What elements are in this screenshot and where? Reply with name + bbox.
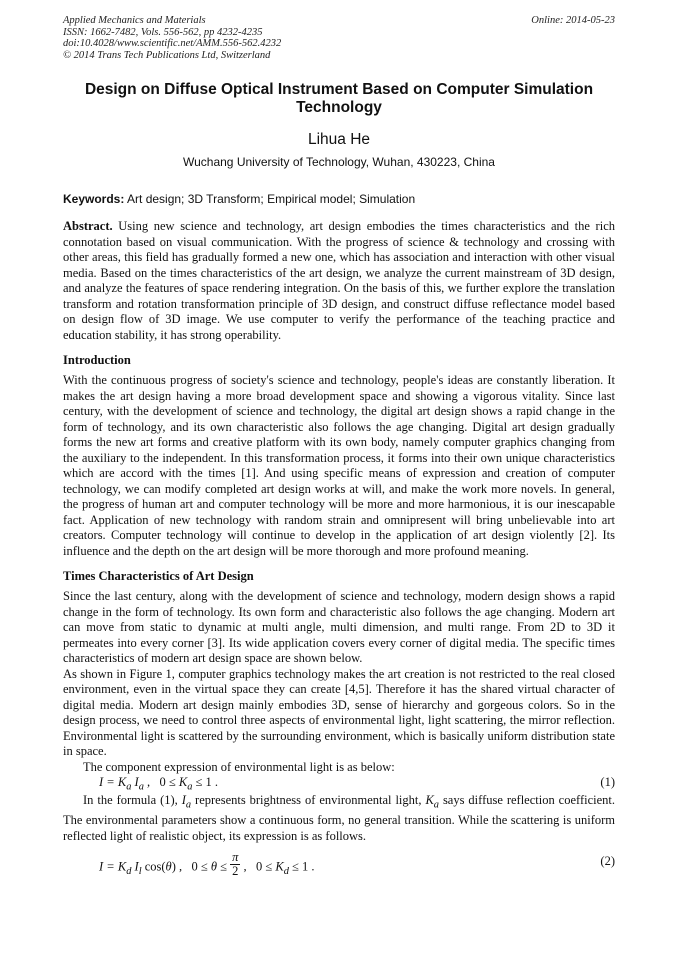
journal-name: Applied Mechanics and Materials [63,15,206,26]
equation-1-explanation: In the formula (1), $I_a$ represents brightness of environmental light, $K_a$ says diffuse reflection coefficient. The environmental parameters show a continuous form, no general transition. While the scattering is uniform reflected light of realistic object, its expression is as follows. [63,793,615,843]
copyright-line: © 2014 Trans Tech Publications Ltd, Switzerland [63,49,271,61]
journal-header [63,15,615,61]
keywords-text: Art design; 3D Transform; Empirical model; Simulation [127,192,416,206]
abstract-text: Using new science and technology, art design embodies the times characteristics and the rich connotation based on visual communication. With the progress of science & technology and crossing with other areas, this field has gradually formed a new one, which has association and interaction with other visual media. Based on the times characteristics of the art design, we analyze the current mainstream of 3D design, and analyze the features of space rendering integration. On the basis of this, we further explore the translation transform and rotation transformation principle of 3D design, and construct diffuse reflectance model based on design flow of 3D image. We use computer to verify the performance of the teaching practice and education stability, it has strong operability. [63,219,615,342]
keywords-label: Keywords: [63,192,125,206]
equation-2-formula: $I = K_d$ $I_l$ cos(θ) , 0 ≤ θ ≤ $\frac{\pi}{2}$ , $0 \le K_d \le 1$ . [99,850,315,878]
introduction-paragraph: With the continuous progress of society's science and technology, people's ideas are constantly liberation. It makes the art design having a more broad development space and showing a vigorous vitality. Since last century, with the development of science and technology, the digital art design shows a rapid change in the form of technology, and its own characteristic also follows the age changing. Digital art design gradually forms the new art forms and creative platform with its own body, namely computer graphics changing from the auxiliary to the independent. In this transformation process, it forms into their own unique characteristics which are accord with the times [1]. And using specific means of expression and creation of computer technology, we can modify completed art design works at will, and make the work more novels. In general, the progress of human art and computer technology will be more and more harmonious, it is our inescapable fact. Application of new technology with random strain and omnipresent will bring unbelievable into art creators. Computer technology will continue to develop in the application of art design violently [2]. Its influence and the depth on the art design will be more thorough and more profound meaning. [63,373,615,558]
section-heading-introduction: Introduction [63,353,131,367]
online-date: Online: 2014-05-23 [531,15,615,26]
section-heading-times-characteristics: Times Characteristics of Art Design [63,569,254,583]
equation-1-number: (1) [600,775,615,789]
paper-body [63,219,615,884]
author-affiliation: Wuchang University of Technology, Wuhan, 430223, China [183,155,495,169]
equation-1 [63,775,615,793]
times-paragraph-1: Since the last century, along with the development of science and technology, modern design shows a rapid change in the form of technology. Its own form and characteristic also follows the age changing. Modern art can move from static to dynamic at multi angle, multi dimension, and multi range. From 2D to 3D it permeates into every corner [3]. Its wide application covers every corner of digital media. The specific times characteristics of modern art design space are shown below. [63,589,615,665]
issn-line: ISSN: 1662-7482, Vols. 556-562, pp 4232-4235 [63,26,263,38]
equation-2 [63,844,615,884]
author-name: Lihua He [307,131,371,148]
equation-2-number: (2) [600,854,615,868]
pi-over-two-fraction: $\frac{\pi}{2}$ [232,850,239,878]
equation-1-formula: $I = K_a$ $I_a$ , $0 \le K_a \le 1$ . [99,775,219,793]
doi-line[interactable]: doi:10.4028/www.scientific.net/AMM.556-562.4232 [63,38,282,49]
keywords [63,192,615,206]
abstract-label: Abstract. [63,219,113,233]
equation-1-intro: The component expression of environmental light is as below: [83,759,395,774]
times-paragraph-2: As shown in Figure 1, computer graphics technology makes the art creation is not restricted to the real closed environment, even in the virtual space they can create [4,5]. Therefore it has the shared virtual character of digital media. Modern art design mainly embodies 3D, sense of hierarchy and gorgeous colors. So in the design process, we need to control three aspects of environmental light, light scattering, the mirror reflection. Environmental light is scattered by the surrounding environment, which is basically uniform distribution state in space. [63,666,615,758]
abstract [63,219,615,343]
paper-title: Design on Diffuse Optical Instrument Based on Computer Simulation Technology [84,81,594,116]
